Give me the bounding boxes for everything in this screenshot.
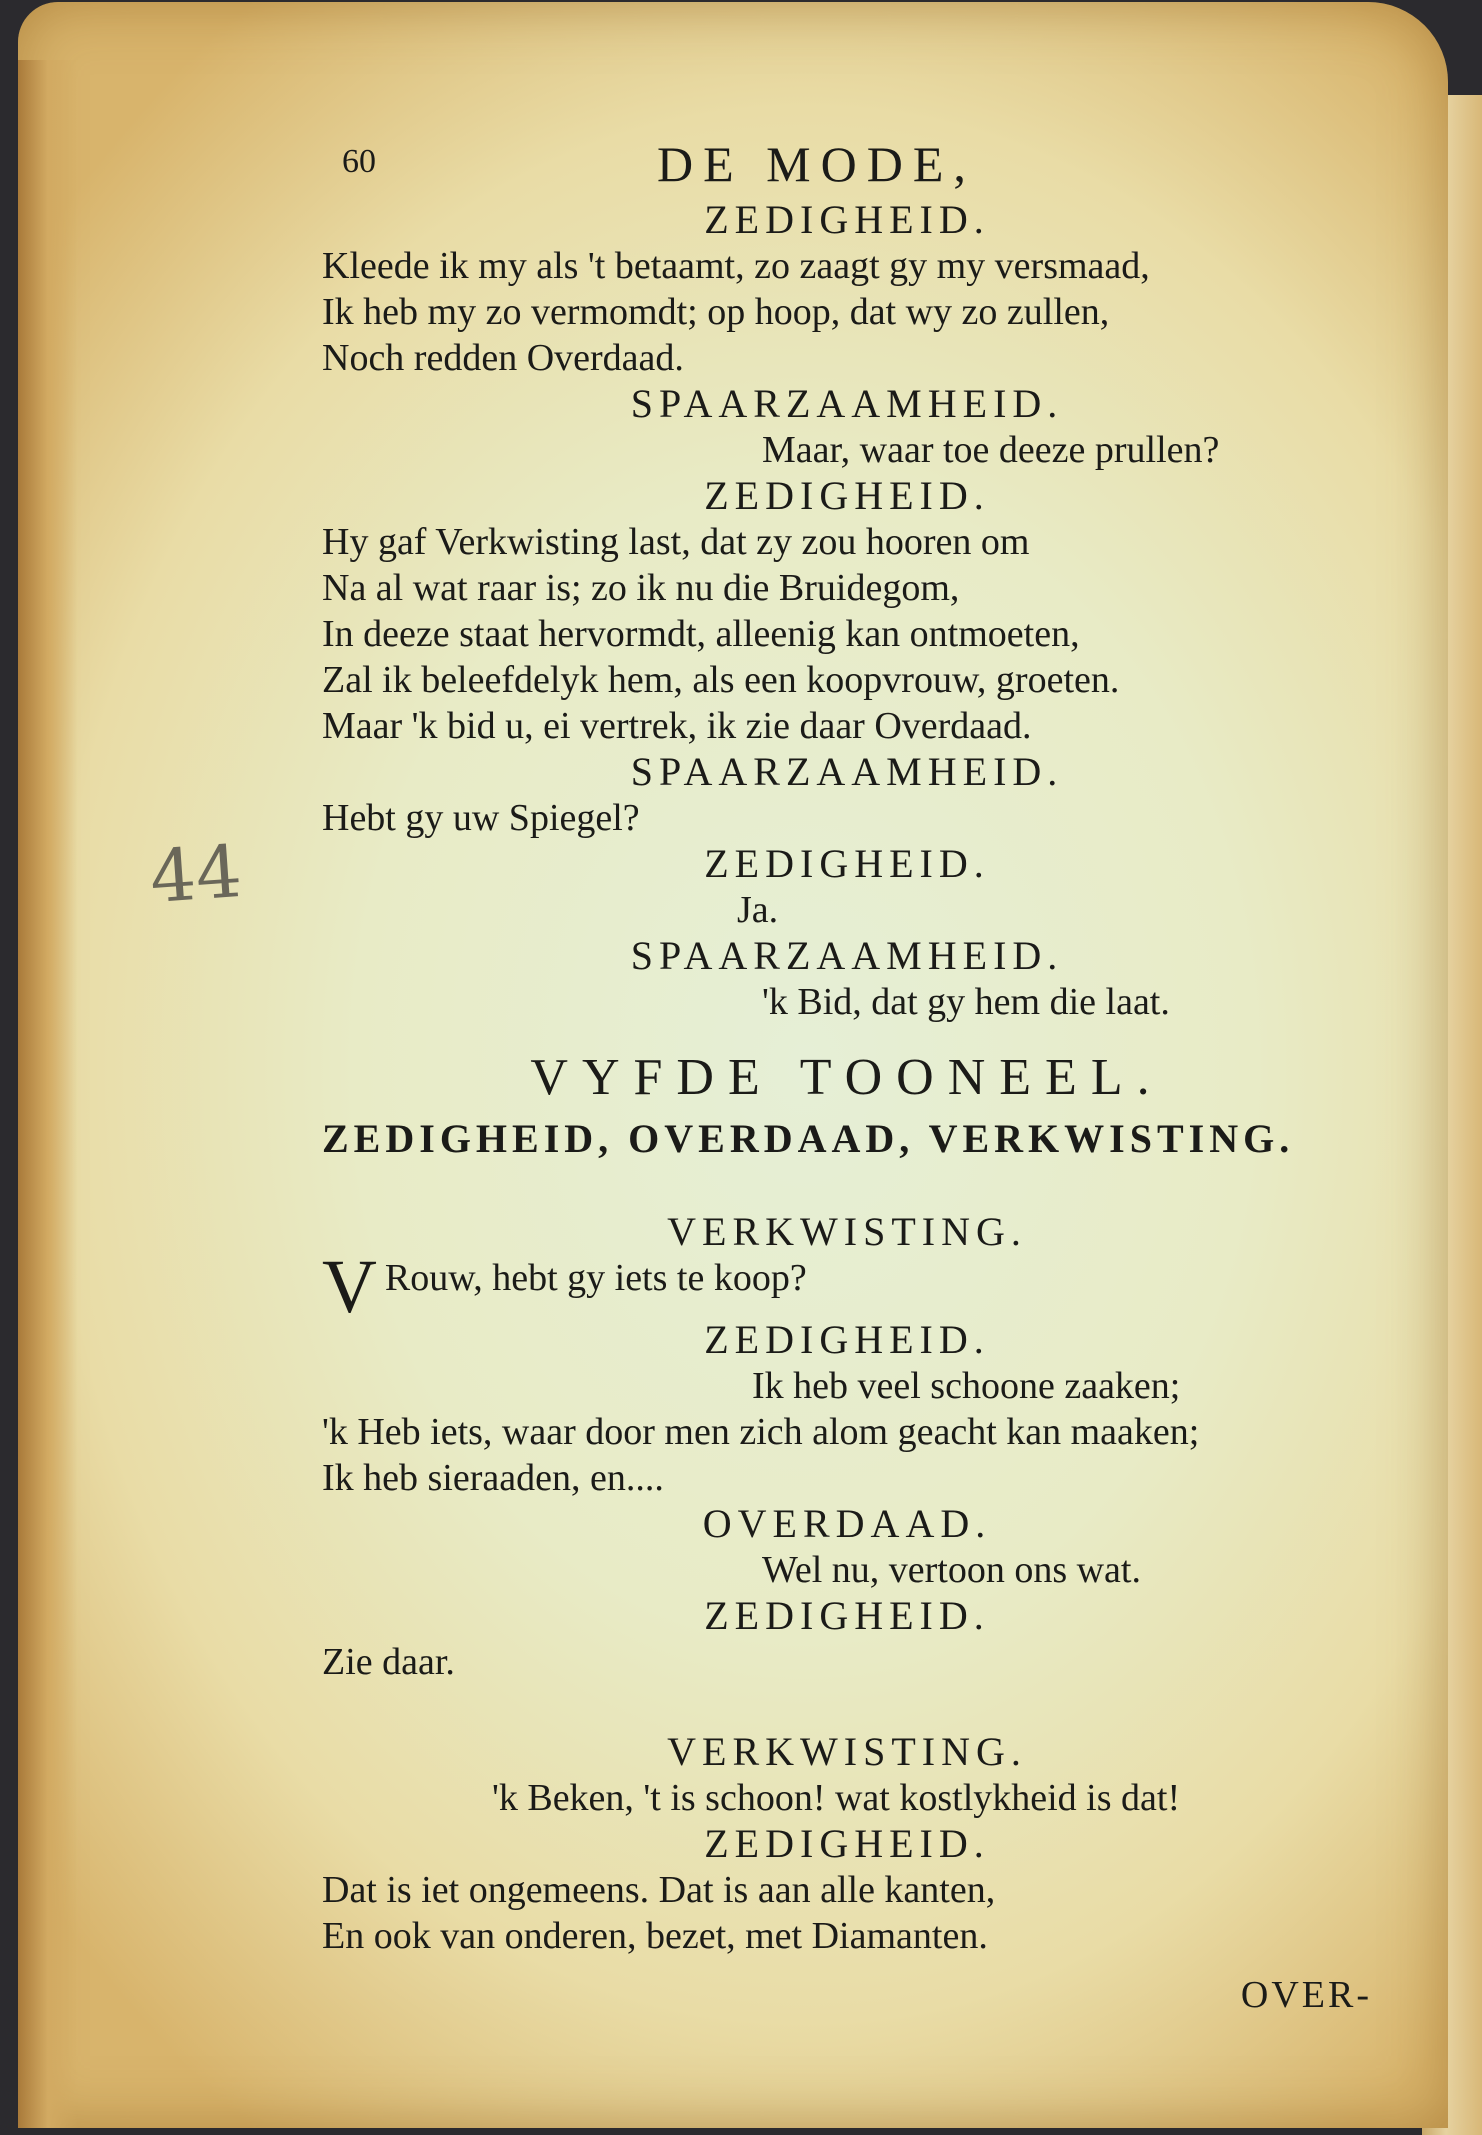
speaker-name: ZEDIGHEID.: [704, 1593, 990, 1638]
verse-line: Hebt gy uw Spiegel?: [322, 797, 640, 839]
running-title: DE MODE,: [657, 136, 976, 192]
verse-line: 'k Heb iets, waar door men zich alom geacht kan maaken;: [322, 1411, 1200, 1453]
verse-text: Rouw, hebt gy iets te koop?: [384, 1257, 807, 1299]
speaker-name: ZEDIGHEID.: [704, 197, 990, 242]
page-number: 60: [342, 143, 376, 180]
verse-line: Noch redden Overdaad.: [322, 337, 684, 379]
spacer: [322, 1685, 1372, 1729]
verse-line: En ook van onderen, bezet, met Diamanten.: [322, 1915, 988, 1957]
cast-list: ZEDIGHEID, OVERDAAD, VERKWISTING.: [322, 1116, 1295, 1161]
speaker-name: SPAARZAAMHEID.: [630, 381, 1064, 426]
speaker-name: SPAARZAAMHEID.: [630, 749, 1064, 794]
spacer: [322, 1165, 1372, 1209]
verse-line: In deeze staat hervormdt, alleenig kan ontmoeten,: [322, 613, 1080, 655]
speaker-name: SPAARZAAMHEID.: [630, 933, 1064, 978]
page-text: [322, 135, 1372, 2017]
verse-line: Maar, waar toe deeze prullen?: [762, 429, 1220, 471]
speaker-name: ZEDIGHEID.: [704, 841, 990, 886]
verse-line: Ik heb my zo vermomdt; op hoop, dat wy zo zullen,: [322, 291, 1110, 333]
speaker-name: ZEDIGHEID.: [704, 473, 990, 518]
verse-line: Kleede ik my als 't betaamt, zo zaagt gy my versmaad,: [322, 245, 1150, 287]
verse-line: Na al wat raar is; zo ik nu die Bruidegom,: [322, 567, 960, 609]
verse-line: 'k Beken, 't is schoon! wat kostlykheid is dat!: [492, 1777, 1181, 1819]
scene-title: VYFDE TOONEEL.: [530, 1049, 1164, 1106]
speaker-name: OVERDAAD.: [702, 1501, 992, 1546]
drop-capital: V: [322, 1245, 377, 1329]
verse-line: Maar 'k bid u, ei vertrek, ik zie daar Overdaad.: [322, 705, 1032, 747]
verse-line: Ik heb sieraaden, en....: [322, 1457, 664, 1499]
verse-line: Hy gaf Verkwisting last, dat zy zou hooren om: [322, 521, 1030, 563]
verse-line: Dat is iet ongemeens. Dat is aan alle kanten,: [322, 1869, 996, 1911]
verse-line: Wel nu, vertoon ons wat.: [762, 1549, 1141, 1591]
speaker-name: VERKWISTING.: [667, 1729, 1027, 1774]
page-header: [322, 135, 1372, 197]
page-binding-edge: [18, 60, 78, 2128]
verse-line: Zie daar.: [322, 1641, 455, 1683]
speaker-name: ZEDIGHEID.: [704, 1821, 990, 1866]
verse-line: Ik heb veel schoone zaaken;: [752, 1365, 1181, 1407]
verse-line: [322, 1245, 1372, 1329]
catchword: OVER-: [1240, 1974, 1372, 2016]
verse-line: 'k Bid, dat gy hem die laat.: [762, 981, 1170, 1023]
margin-handwriting: 44: [147, 828, 245, 920]
speaker-name: VERKWISTING.: [667, 1209, 1027, 1254]
speaker-name: ZEDIGHEID.: [704, 1317, 990, 1362]
verse-line: Ja.: [737, 889, 779, 931]
verse-line: Zal ik beleefdelyk hem, als een koopvrouw, groeten.: [322, 659, 1120, 701]
